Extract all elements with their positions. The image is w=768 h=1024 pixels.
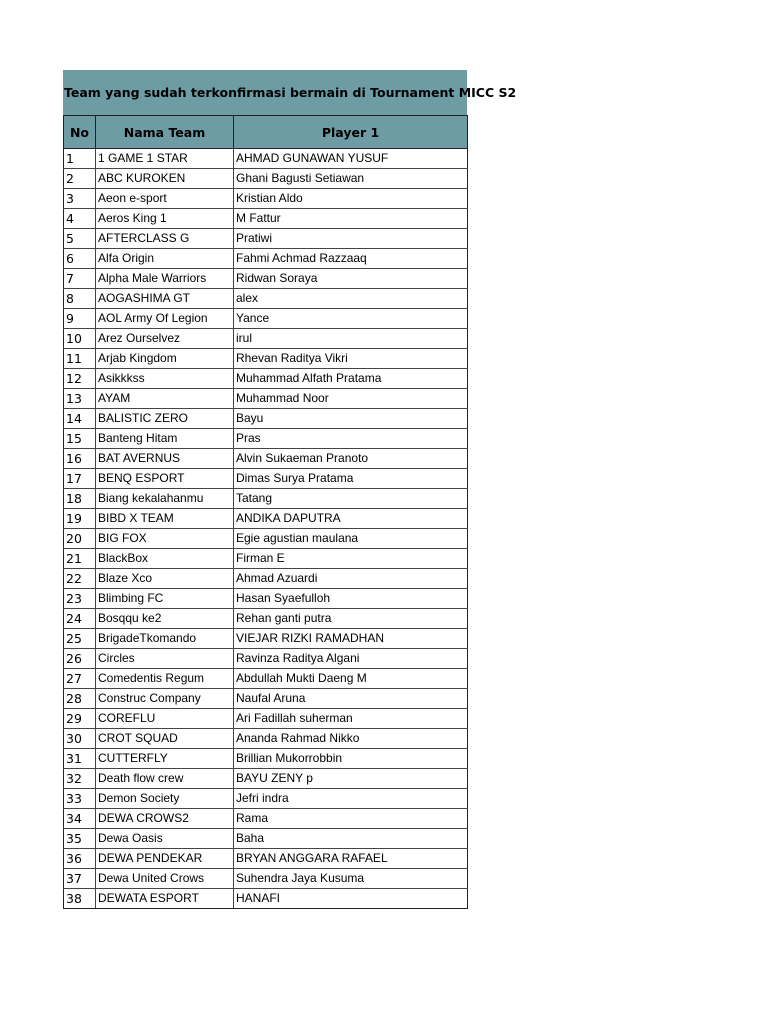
table-row (64, 389, 468, 409)
player-name: ANDIKA DAPUTRA (234, 509, 468, 529)
player-name: Muhammad Noor (234, 389, 468, 409)
table-row (64, 289, 468, 309)
team-name: Death flow crew (96, 769, 234, 789)
table-row (64, 189, 468, 209)
player-name: HANAFI (234, 889, 468, 909)
player-name: Kristian Aldo (234, 189, 468, 209)
table-row (64, 529, 468, 549)
team-name: COREFLU (96, 709, 234, 729)
team-name: Alpha Male Warriors (96, 269, 234, 289)
team-name: BIBD X TEAM (96, 509, 234, 529)
player-name: Alvin Sukaeman Pranoto (234, 449, 468, 469)
row-number: 9 (64, 309, 96, 329)
player-name: Dimas Surya Pratama (234, 469, 468, 489)
table-row (64, 769, 468, 789)
table-row (64, 729, 468, 749)
table-row (64, 149, 468, 169)
player-name: Ari Fadillah suherman (234, 709, 468, 729)
team-name: BIG FOX (96, 529, 234, 549)
row-number: 23 (64, 589, 96, 609)
player-name: M Fattur (234, 209, 468, 229)
player-name: Brillian Mukorrobbin (234, 749, 468, 769)
player-name: BAYU ZENY p (234, 769, 468, 789)
team-name: ABC KUROKEN (96, 169, 234, 189)
table-row (64, 669, 468, 689)
player-name: Ridwan Soraya (234, 269, 468, 289)
player-name: Tatang (234, 489, 468, 509)
player-name: Bayu (234, 409, 468, 429)
row-number: 7 (64, 269, 96, 289)
team-name: BAT AVERNUS (96, 449, 234, 469)
table-row (64, 849, 468, 869)
player-name: Naufal Aruna (234, 689, 468, 709)
team-name: Alfa Origin (96, 249, 234, 269)
table-row (64, 329, 468, 349)
row-number: 19 (64, 509, 96, 529)
player-name: Pratiwi (234, 229, 468, 249)
sheet-title: Team yang sudah terkonfirmasi bermain di Tournament MICC S2 (63, 70, 467, 115)
table-row (64, 569, 468, 589)
team-name: AYAM (96, 389, 234, 409)
row-number: 12 (64, 369, 96, 389)
player-name: Baha (234, 829, 468, 849)
player-name: AHMAD GUNAWAN YUSUF (234, 149, 468, 169)
player-name: Jefri indra (234, 789, 468, 809)
player-name: Hasan Syaefulloh (234, 589, 468, 609)
player-name: Abdullah Mukti Daeng M (234, 669, 468, 689)
player-name: BRYAN ANGGARA RAFAEL (234, 849, 468, 869)
row-number: 29 (64, 709, 96, 729)
table-row (64, 349, 468, 369)
team-name: DEWATA ESPORT (96, 889, 234, 909)
team-name: BENQ ESPORT (96, 469, 234, 489)
table-row (64, 869, 468, 889)
team-name: Construc Company (96, 689, 234, 709)
table-row (64, 489, 468, 509)
team-name: CROT SQUAD (96, 729, 234, 749)
row-number: 36 (64, 849, 96, 869)
row-number: 28 (64, 689, 96, 709)
table-row (64, 829, 468, 849)
header-player: Player 1 (234, 116, 468, 149)
row-number: 10 (64, 329, 96, 349)
row-number: 15 (64, 429, 96, 449)
table-row (64, 889, 468, 909)
team-name: AOGASHIMA GT (96, 289, 234, 309)
table-row (64, 689, 468, 709)
team-name: Blimbing FC (96, 589, 234, 609)
table-row (64, 469, 468, 489)
table-row (64, 749, 468, 769)
player-name: Egie agustian maulana (234, 529, 468, 549)
row-number: 2 (64, 169, 96, 189)
table-row (64, 409, 468, 429)
row-number: 31 (64, 749, 96, 769)
player-name: Yance (234, 309, 468, 329)
row-number: 22 (64, 569, 96, 589)
table-row (64, 269, 468, 289)
team-name: Banteng Hitam (96, 429, 234, 449)
row-number: 33 (64, 789, 96, 809)
row-number: 3 (64, 189, 96, 209)
team-name: Biang kekalahanmu (96, 489, 234, 509)
table-row (64, 429, 468, 449)
team-name: Comedentis Regum (96, 669, 234, 689)
table-row (64, 589, 468, 609)
team-name: BALISTIC ZERO (96, 409, 234, 429)
table-row (64, 629, 468, 649)
player-name: Firman E (234, 549, 468, 569)
table-row (64, 169, 468, 189)
table-row (64, 509, 468, 529)
team-name: Aeon e-sport (96, 189, 234, 209)
row-number: 18 (64, 489, 96, 509)
row-number: 14 (64, 409, 96, 429)
row-number: 4 (64, 209, 96, 229)
player-name: irul (234, 329, 468, 349)
team-name: BlackBox (96, 549, 234, 569)
row-number: 11 (64, 349, 96, 369)
table-row (64, 369, 468, 389)
team-name: CUTTERFLY (96, 749, 234, 769)
header-no: No (64, 116, 96, 149)
table-row (64, 809, 468, 829)
team-name: AFTERCLASS G (96, 229, 234, 249)
table-row (64, 309, 468, 329)
table-row (64, 709, 468, 729)
row-number: 5 (64, 229, 96, 249)
player-name: Ahmad Azuardi (234, 569, 468, 589)
player-name: Rehan ganti putra (234, 609, 468, 629)
team-name: DEWA CROWS2 (96, 809, 234, 829)
row-number: 20 (64, 529, 96, 549)
table-row (64, 249, 468, 269)
row-number: 24 (64, 609, 96, 629)
player-name: Ravinza Raditya Algani (234, 649, 468, 669)
team-name: Arez Ourselvez (96, 329, 234, 349)
row-number: 26 (64, 649, 96, 669)
row-number: 8 (64, 289, 96, 309)
row-number: 27 (64, 669, 96, 689)
table-row (64, 789, 468, 809)
table-row (64, 209, 468, 229)
player-name: Muhammad Alfath Pratama (234, 369, 468, 389)
player-name: VIEJAR RIZKI RAMADHAN (234, 629, 468, 649)
team-name: Circles (96, 649, 234, 669)
row-number: 17 (64, 469, 96, 489)
team-name: Bosqqu ke2 (96, 609, 234, 629)
team-name: DEWA PENDEKAR (96, 849, 234, 869)
team-name: Demon Society (96, 789, 234, 809)
row-number: 21 (64, 549, 96, 569)
player-name: Rhevan Raditya Vikri (234, 349, 468, 369)
player-name: Pras (234, 429, 468, 449)
header-team: Nama Team (96, 116, 234, 149)
row-number: 38 (64, 889, 96, 909)
row-number: 32 (64, 769, 96, 789)
row-number: 6 (64, 249, 96, 269)
team-name: Dewa Oasis (96, 829, 234, 849)
table-header-row (64, 116, 468, 149)
table-row (64, 609, 468, 629)
player-name: Fahmi Achmad Razzaaq (234, 249, 468, 269)
row-number: 30 (64, 729, 96, 749)
player-name: alex (234, 289, 468, 309)
player-name: Ghani Bagusti Setiawan (234, 169, 468, 189)
table-row (64, 229, 468, 249)
team-name: Arjab Kingdom (96, 349, 234, 369)
table-row (64, 649, 468, 669)
player-name: Rama (234, 809, 468, 829)
row-number: 1 (64, 149, 96, 169)
spreadsheet (63, 70, 517, 909)
row-number: 35 (64, 829, 96, 849)
row-number: 16 (64, 449, 96, 469)
team-name: 1 GAME 1 STAR (96, 149, 234, 169)
team-name: Asikkkss (96, 369, 234, 389)
row-number: 13 (64, 389, 96, 409)
row-number: 37 (64, 869, 96, 889)
team-name: BrigadeTkomando (96, 629, 234, 649)
team-name: AOL Army Of Legion (96, 309, 234, 329)
team-name: Blaze Xco (96, 569, 234, 589)
team-table (63, 115, 468, 909)
row-number: 25 (64, 629, 96, 649)
row-number: 34 (64, 809, 96, 829)
player-name: Ananda Rahmad Nikko (234, 729, 468, 749)
team-name: Dewa United Crows (96, 869, 234, 889)
player-name: Suhendra Jaya Kusuma (234, 869, 468, 889)
team-name: Aeros King 1 (96, 209, 234, 229)
table-row (64, 449, 468, 469)
table-row (64, 549, 468, 569)
